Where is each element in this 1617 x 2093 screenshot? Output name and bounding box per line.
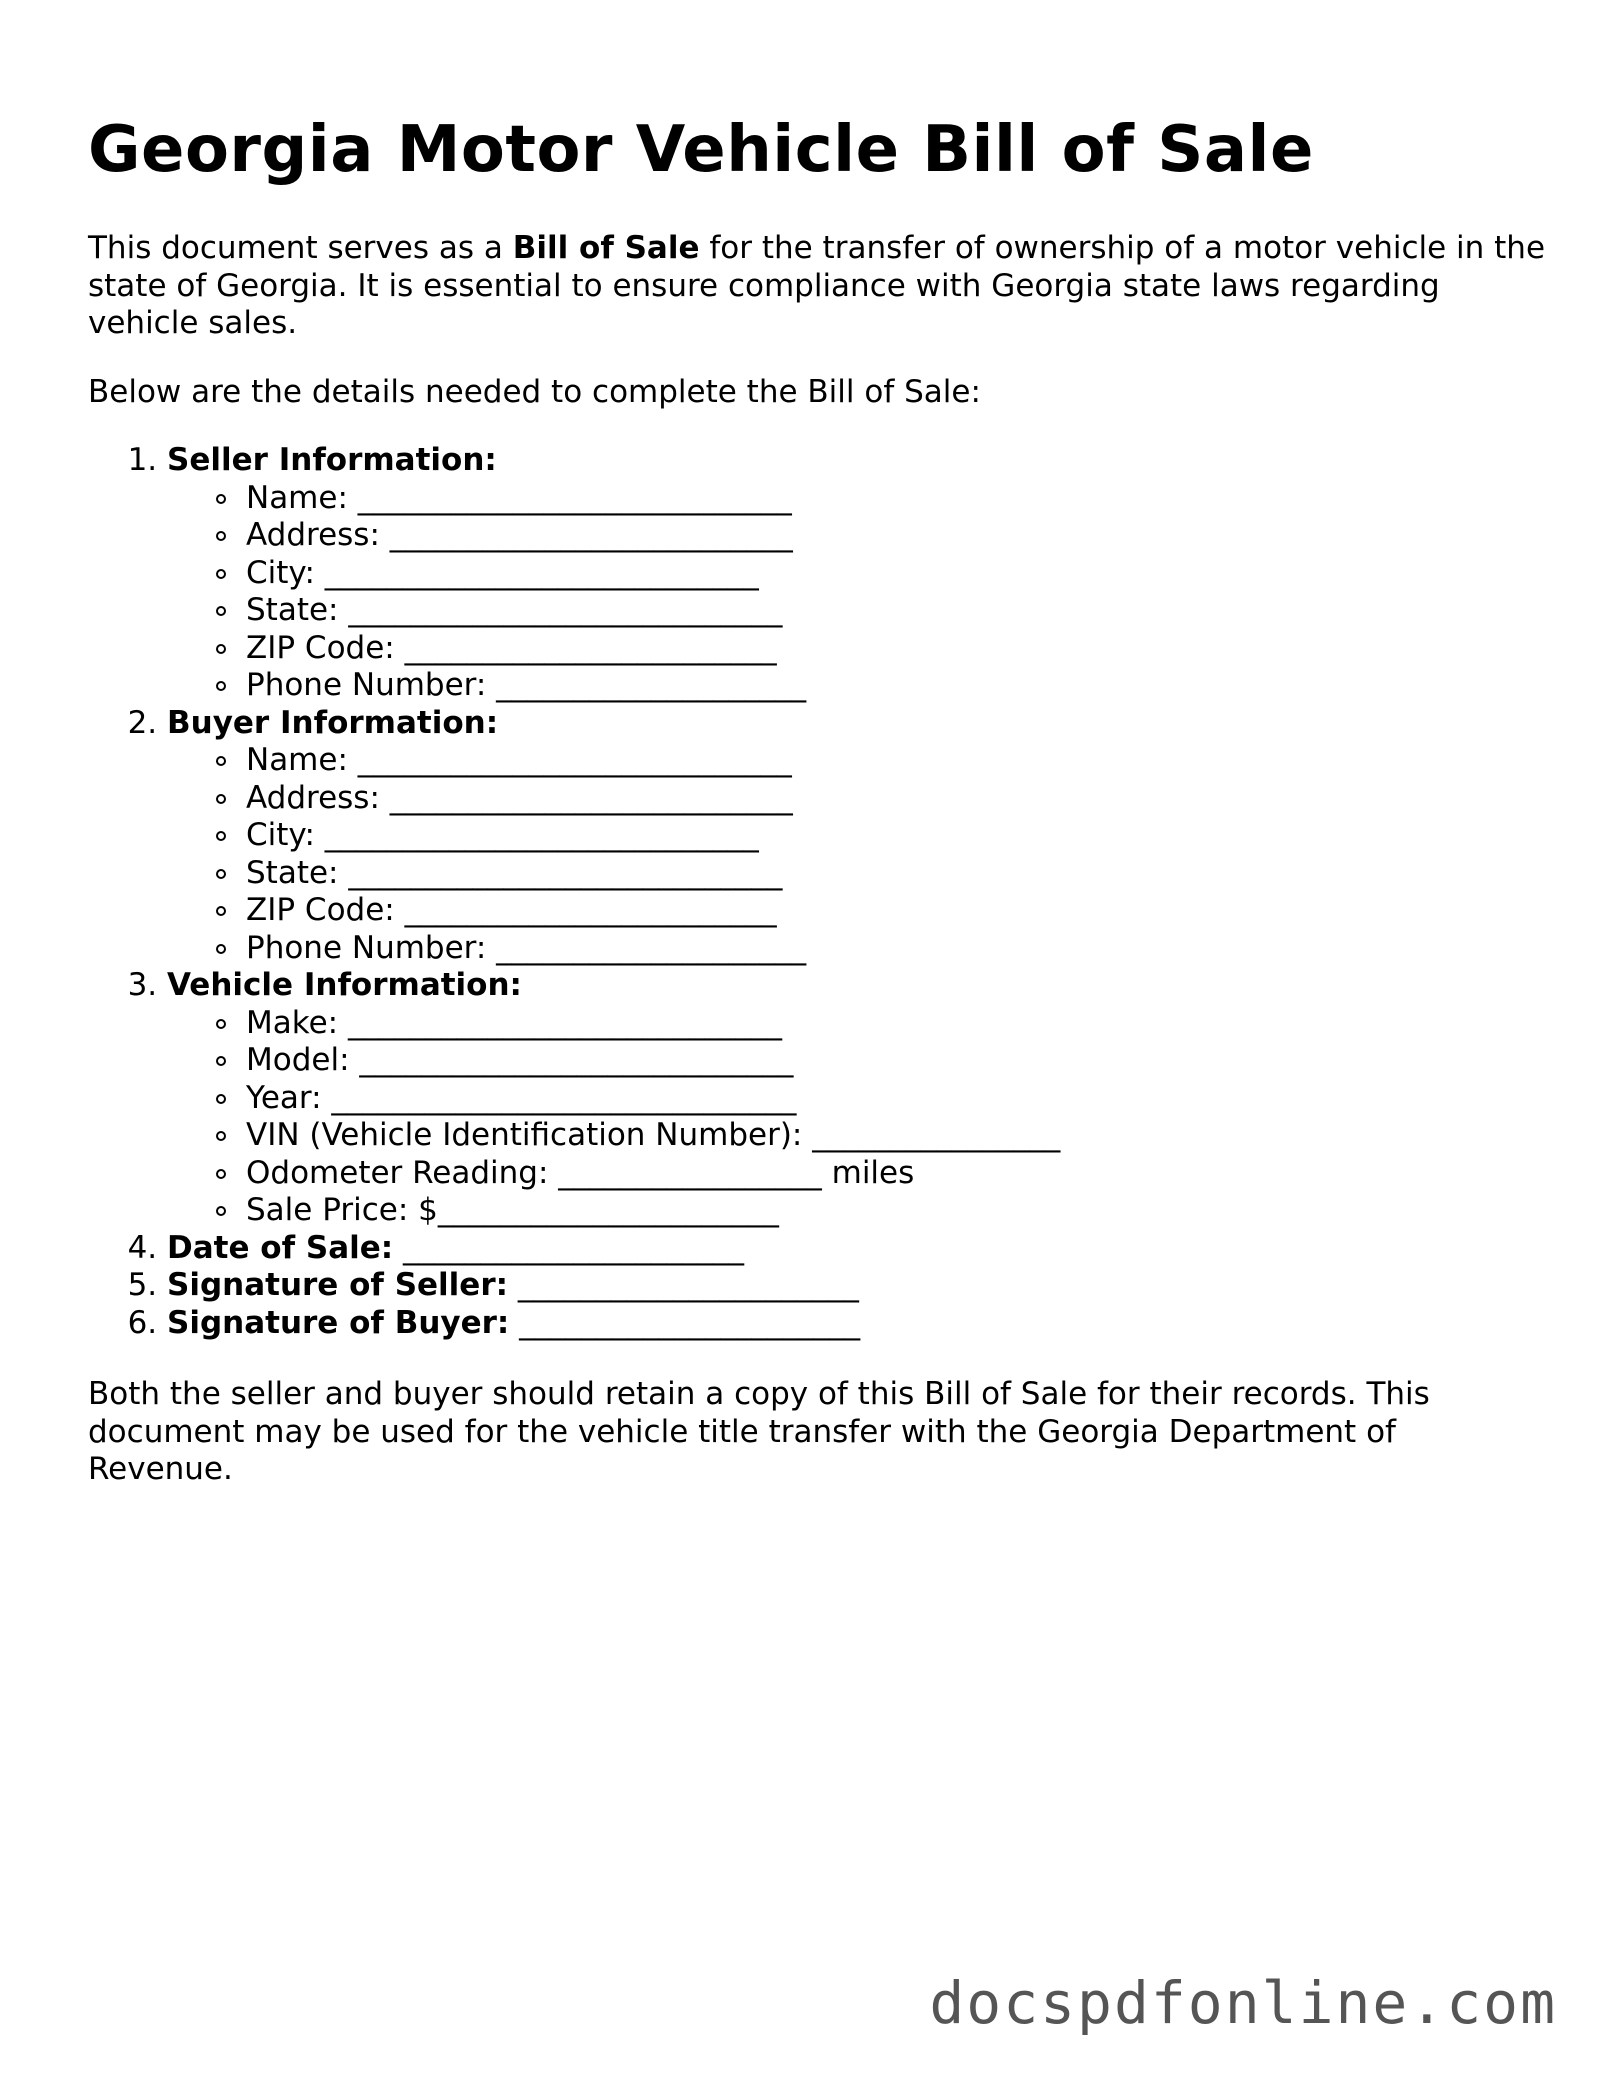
seller-zip-field[interactable] xyxy=(246,630,1548,668)
vehicle-make-field[interactable] xyxy=(246,1005,1548,1043)
vehicle-field-list xyxy=(167,1005,1548,1230)
bullet-icon xyxy=(216,1131,226,1141)
field-text: VIN (Vehicle Identification Number): ________________ xyxy=(246,1117,1061,1153)
buyer-city-field[interactable] xyxy=(246,817,1548,855)
bullet-icon xyxy=(216,1094,226,1104)
field-text: Name: ____________________________ xyxy=(246,742,792,778)
field-text: Odometer Reading: _________________ miles xyxy=(246,1154,915,1191)
field-text: State: ____________________________ xyxy=(246,592,783,628)
bullet-icon xyxy=(216,531,226,541)
field-text: State: ____________________________ xyxy=(246,854,783,891)
bullet-icon xyxy=(216,1019,226,1029)
intro-text-start: This document serves as a xyxy=(88,230,513,266)
vehicle-sale-price-field[interactable] xyxy=(246,1192,1548,1230)
bullet-icon xyxy=(216,756,226,766)
section-buyer xyxy=(167,705,1548,968)
seller-address-field[interactable] xyxy=(246,517,1548,555)
watermark-text: docspdfonline.com xyxy=(929,1969,1557,2037)
field-text: Model: ____________________________ xyxy=(246,1042,794,1078)
bullet-icon xyxy=(216,644,226,654)
field-text: Phone Number: ____________________ xyxy=(246,929,807,966)
section-buyer-signature[interactable] xyxy=(167,1305,1548,1343)
bullet-icon xyxy=(216,944,226,954)
date-of-sale-line: ______________________ xyxy=(393,1229,745,1266)
field-text: Make: ____________________________ xyxy=(246,1004,782,1041)
field-text: Sale Price: $______________________ xyxy=(246,1192,779,1228)
intro-bold-term: Bill of Sale xyxy=(512,230,700,266)
bullet-icon xyxy=(216,494,226,504)
bullet-icon xyxy=(216,794,226,804)
bullet-icon xyxy=(216,1206,226,1216)
field-text: Address: __________________________ xyxy=(246,779,793,816)
vehicle-odometer-field[interactable] xyxy=(246,1155,1548,1193)
seller-signature-line: ______________________ xyxy=(508,1267,859,1303)
seller-state-field[interactable] xyxy=(246,592,1548,630)
field-text: Year: ______________________________ xyxy=(246,1079,797,1116)
intro-paragraph xyxy=(88,230,1548,343)
vehicle-model-field[interactable] xyxy=(246,1042,1548,1080)
section-date-of-sale[interactable] xyxy=(167,1230,1548,1268)
buyer-name-field[interactable] xyxy=(246,742,1548,780)
bullet-icon xyxy=(216,906,226,916)
buyer-signature-label: Signature of Buyer: xyxy=(167,1304,510,1341)
bullet-icon xyxy=(216,1056,226,1066)
seller-city-field[interactable] xyxy=(246,555,1548,593)
bullet-icon xyxy=(216,1169,226,1179)
bullet-icon xyxy=(216,869,226,879)
date-of-sale-label: Date of Sale: xyxy=(167,1229,394,1266)
buyer-field-list xyxy=(167,742,1548,967)
vehicle-year-field[interactable] xyxy=(246,1080,1548,1118)
buyer-address-field[interactable] xyxy=(246,780,1548,818)
section-seller xyxy=(167,442,1548,705)
seller-phone-field[interactable] xyxy=(246,667,1548,705)
document-page xyxy=(88,108,1548,1489)
buyer-zip-field[interactable] xyxy=(246,892,1548,930)
closing-paragraph: Both the seller and buyer should retain a copy of this Bill of Sale for their records. This document may be used for the vehicle title transfer with the Georgia Department of Revenue. xyxy=(88,1376,1430,1487)
section-heading-buyer: Buyer Information: xyxy=(167,704,499,741)
section-heading-vehicle: Vehicle Information: xyxy=(167,967,522,1003)
field-text: Name: ____________________________ xyxy=(246,479,792,516)
vehicle-vin-field[interactable] xyxy=(246,1117,1548,1155)
seller-signature-label: Signature of Seller: xyxy=(167,1267,509,1303)
bullet-icon xyxy=(216,681,226,691)
seller-name-field[interactable] xyxy=(246,480,1548,518)
lead-paragraph: Below are the details needed to complete the Bill of Sale: xyxy=(88,373,981,410)
field-text: Address: __________________________ xyxy=(246,517,793,553)
section-heading-seller: Seller Information: xyxy=(167,442,497,478)
bullet-icon xyxy=(216,606,226,616)
buyer-state-field[interactable] xyxy=(246,855,1548,893)
intro-text-end: for the transfer of ownership of a motor vehicle in the state of Georgia. It is essential to ensure compliance with Georgia state laws regarding vehicle sales. xyxy=(88,230,1546,341)
bullet-icon xyxy=(216,569,226,579)
buyer-signature-line: ______________________ xyxy=(509,1304,861,1341)
buyer-phone-field[interactable] xyxy=(246,930,1548,968)
field-text: Phone Number: ____________________ xyxy=(246,667,807,703)
seller-field-list xyxy=(167,480,1548,705)
field-text: City: ____________________________ xyxy=(246,554,759,591)
section-seller-signature[interactable] xyxy=(167,1267,1548,1305)
field-text: City: ____________________________ xyxy=(246,817,759,853)
field-text: ZIP Code: ________________________ xyxy=(246,892,777,928)
field-text: ZIP Code: ________________________ xyxy=(246,629,777,666)
page-title: Georgia Motor Vehicle Bill of Sale xyxy=(88,113,1314,187)
bill-of-sale-sections xyxy=(88,442,1548,1342)
bullet-icon xyxy=(216,831,226,841)
section-vehicle xyxy=(167,967,1548,1230)
